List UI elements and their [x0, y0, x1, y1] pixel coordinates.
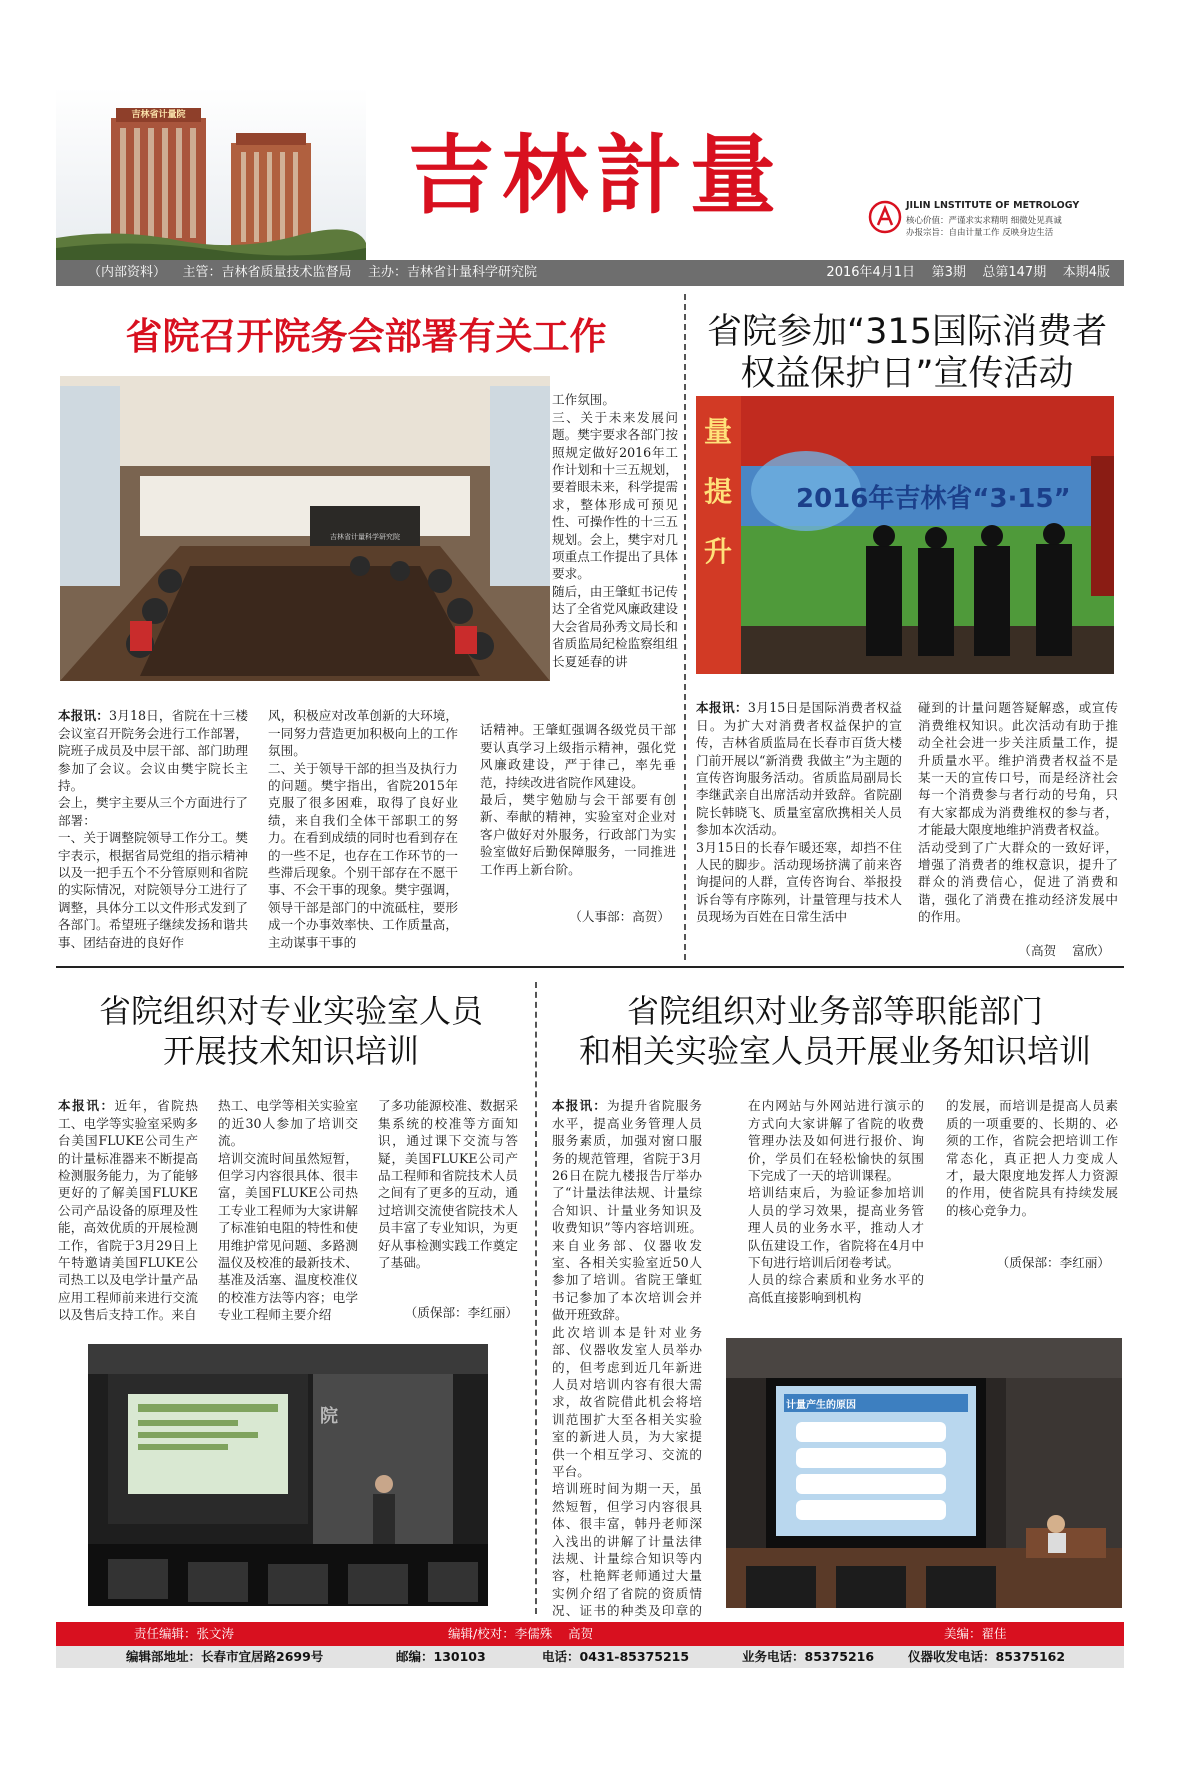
article-1-col-2-text: 风，积极应对改革创新的大环境，一同努力营造更加积极向上的工作氛围。 二、关于领导干部的担当及执行力的问题。樊宇指出，省院2015年克服了很多困难，取得了良好业绩，来自我们全体干部职工的努力。在看到成绩的同时也看到存在的一些不足，也存在工作环节的一些滞后现象。个别干部存在不愿干事、不会干事的现象。樊宇强调，领导干部是部门的中流砥柱，要形成一个办事效率快、工作质量高，主动谋事干事的	[268, 708, 458, 950]
article-1-col-2	[268, 690, 458, 951]
article-3-byline: （质保部：李红丽）	[404, 1305, 518, 1320]
article-2-col-2	[918, 682, 1118, 926]
article-3-col-2-text: 热工、电学等相关实验室的近30人参加了培训交流。 培训交流时间虽然短暂，但学习内容很具体、很丰富，美国FLUKE公司热工专业工程师为大家讲解了标准铂电阻的特性和使用维护常见问题、多路测温仪及校准的最新技术、基准及活塞、温度校准仪的校准方法等内容；电学专业工程师主要介绍	[218, 1098, 358, 1323]
article-1-col-1-text: 3月18日，省院在十三楼会议室召开院务会进行工作部署，院班子成员及中层干部、部门助理参加了会议。会议由樊宇院长主持。 会上，樊宇主要从三个方面进行了部署： 一、关于调整院领导工作分工。樊宇表示，根据省局党组的指示精神以及一把手五个不分管原则和省院的实际情况，对院领导分工进行了调整，具体分工以文件形式发到了各部门。希望班子继续发扬和谐共事、团结奋进的良好作	[58, 708, 248, 950]
article-3-col-3-text: 了多功能源校准、数据采集系统的校准等方面知识，通过课下交流与答疑，美国FLUKE公司产品工程师和省院技术人员之间有了更多的互动，通过培训交流使省院技术人员丰富了专业知识，为更好从事检测实践工作奠定了基础。	[378, 1098, 518, 1271]
article-3-col-1	[58, 1080, 198, 1324]
article-1-col-1	[58, 690, 248, 951]
slogan-core-values: 核心价值：严谨求实求精明 细微处见真诚	[906, 216, 1062, 226]
article-3-col-2	[218, 1080, 358, 1324]
article-4-col-1	[552, 1080, 702, 1654]
article-4-lead: 本报讯：	[552, 1098, 607, 1114]
training-photo-1-wall-text: 院	[320, 1406, 338, 1427]
slogan-purpose: 办报宗旨：自由计量工作 反映身边生活	[906, 228, 1054, 238]
column-divider	[684, 294, 686, 960]
event-photo	[696, 396, 1114, 674]
article-2-lead: 本报讯：	[696, 700, 748, 716]
footer-postcode: 邮编：130103	[396, 1649, 486, 1664]
article-4-headline-line-2: 和相关实验室人员开展业务知识培训	[578, 1032, 1091, 1070]
article-4-col-3	[946, 1080, 1118, 1219]
article-4-col-3-text: 的发展，而培训是提高人员素质的一项重要的、长期的、必须的工作，省院会把培训工作常态化，真正把人力变成人才，最大限度地发挥人力资源的作用，使省院具有持续发展的核心竞争力。	[946, 1098, 1118, 1218]
article-1-lead: 本报讯：	[58, 708, 110, 724]
article-1-col-3	[480, 704, 676, 878]
article-3-col-1-text: 近年，省院热工、电学等实验室采购多台美国FLUKE公司生产的计量标准器来不断提高检测服务能力，为了能够更好的了解美国FLUKE公司产品设备的原理及性能，高效优质的开展检测工作，省院于3月29日上午特邀请美国FLUKE公司热工以及电学计量产品应用工程师前来进行交流以及售后支持工作。来自	[58, 1098, 198, 1323]
article-4-col-1-text: 为提升省院服务水平，提高业务管理人员服务素质，加强对窗口服务的规范管理，省院于3月26日在院九楼报告厅举办了“计量法律法规、计量综合知识、计量业务知识及收费知识”等内容培训班。来自业务部、仪器收发室、各相关实验室近50人参加了培训。省院王肇虹书记参加了本次培训会并做开班致辞。 此次培训本是针对业务部、仪器收发室人员举办的，但考虑到近几年新进人员对培训内容有很大需求，故省院借此机会将培训范围扩大至各相关实验室的新进人员，为大家提供一个相互学习、交流的平台。 培训班时间为期一天，虽然短暂，但学习内容很具体、很丰富，韩丹老师深入浅出的讲解了计量法律法规、计量综合知识等内容，杜艳辉老师通过大量实例介绍了省院的资质情况、证书的种类及印章的	[552, 1098, 703, 1619]
footer-contact-bar	[56, 1646, 1124, 1668]
training-photo-1	[88, 1344, 488, 1606]
section-divider	[56, 966, 1124, 968]
building-sign: 吉林省计量院	[131, 110, 186, 120]
institute-emblem	[868, 200, 902, 234]
training-photo-2	[726, 1338, 1122, 1608]
article-2-col-2-text: 碰到的计量问题答疑解惑，或宣传消费维权知识。此次活动有助于推动全社会进一步关注质量工作，提升质量水平。维护消费者权益不是某一天的宣传口号，而是经济社会每一个消费参与者行动的号角，只有大家都成为消费维权的参与者，才能最大限度地维护消费者权益。 活动受到了广大群众的一致好评，增强了消费者的维权意识，提升了群众的消费信心，促进了消费和谐，强化了消费在推动经济发展中的作用。	[918, 700, 1118, 925]
event-banner-text: 2016年吉林省“3·15”	[796, 484, 1071, 514]
meeting-photo-sign: 吉林省计量科学研究院	[330, 533, 400, 541]
training-slide-title: 计量产生的原因	[786, 1400, 856, 1411]
footer-art-editor: 美编：翟佳	[944, 1626, 1007, 1641]
article-4-col-2-text: 在内网站与外网站进行演示的方式向大家讲解了省院的收费管理办法及如何进行报价、询价，学员们在轻松愉快的氛围下完成了一天的培训课程。 培训结束后，为验证参加培训人员的学习效果，提高业务管理人员的业务水平，推动人才队伍建设工作，省院将在4月中下旬进行培训后闭卷考试。 人员的综合素质和业务水平的高低直接影响到机构	[748, 1098, 924, 1305]
article-1-col-3-text: 话精神。王肇虹强调各级党员干部要认真学习上级指示精神，强化党风廉政建设，严于律己，率先垂范，持续改进省院作风建设。 最后，樊宇勉励与会干部要有创新、奉献的精神，实验室对企业对客户做好对外服务，行政部门为实验室做好后勤保障服务，一同推进工作再上新台阶。	[480, 722, 676, 877]
article-2-headline-line-2: 权益保护日”宣传活动	[740, 354, 1074, 394]
article-1-byline: （人事部：高贺）	[569, 909, 670, 924]
building-photo	[56, 88, 366, 260]
article-4-col-2	[748, 1080, 924, 1306]
column-divider	[535, 982, 537, 1614]
article-3-col-3	[378, 1080, 518, 1271]
article-4-byline: （质保部：李红丽）	[996, 1255, 1110, 1270]
footer-business-phone: 业务电话：85375216	[742, 1649, 875, 1664]
article-1-headline: 省院召开院务会部署有关工作	[125, 315, 607, 358]
footer-red-bar	[56, 1622, 1124, 1646]
article-1-col-3-top	[552, 374, 678, 670]
article-4-headline-line-1: 省院组织对业务部等职能部门	[626, 992, 1043, 1030]
event-banner-side: 量提升	[703, 415, 732, 568]
info-bar-publisher: （内部资料） 主管：吉林省质量技术监督局 主办：吉林省计量科学研究院	[88, 265, 538, 280]
footer-phone: 电话：0431-85375215	[542, 1649, 690, 1664]
article-2-col-1	[696, 682, 902, 926]
article-3-headline-line-1: 省院组织对专业实验室人员	[98, 992, 483, 1030]
info-bar	[56, 260, 1124, 286]
article-3-lead: 本报讯：	[58, 1098, 115, 1114]
article-3-headline-line-2: 开展技术知识培训	[162, 1032, 419, 1070]
article-2-col-1-text: 3月15日是国际消费者权益日。为扩大对消费者权益保护的宣传，吉林省质监局在长春市百货大楼门前开展以“新消费 我做主”为主题的宣传咨询服务活动。省质监局副局长李继武亲自出席活动并致辞。省院副院长韩晓飞、质量室富欣携相关人员参加本次活动。 3月15日的长春乍暖还寒，却挡不住人民的脚步。活动现场挤满了前来咨询提问的人群，宣传咨询台、举报投诉台等有序陈列，计量管理与技术人员现场为百姓在日常生活中	[696, 700, 903, 925]
article-2-byline: （高贺 富欣）	[1018, 943, 1110, 958]
footer-editor: 责任编辑：张文涛	[134, 1626, 235, 1641]
footer-address: 编辑部地址：长春市宜居路2699号	[126, 1649, 324, 1664]
footer-instrument-phone: 仪器收发电话：85375162	[908, 1649, 1066, 1664]
masthead	[56, 88, 1124, 260]
footer-proofreader: 编辑/校对：李儒殊 高贺	[448, 1626, 594, 1641]
article-2-headline-line-1: 省院参加“315国际消费者	[707, 312, 1107, 352]
org-english: JILIN LNSTITUTE OF METROLOGY	[906, 200, 1080, 211]
masthead-title: 吉林計量	[408, 125, 784, 226]
info-bar-issue: 2016年4月1日 第3期 总第147期 本期4版	[826, 265, 1110, 280]
article-1-col-3-top-text: 工作氛围。 三、关于未来发展问题。樊宇要求各部门按照规定做好2016年工作计划和十三五规划，要着眼未来，科学提需求，整体形成可预见性、可操作性的十三五规划。会上，樊宇对几项重点工作提出了具体要求。 随后，由王肇虹书记传达了全省党风廉政建设大会省局孙秀文局长和省质监局纪检监察组组长夏延春的讲	[552, 392, 678, 669]
meeting-photo	[60, 376, 550, 681]
